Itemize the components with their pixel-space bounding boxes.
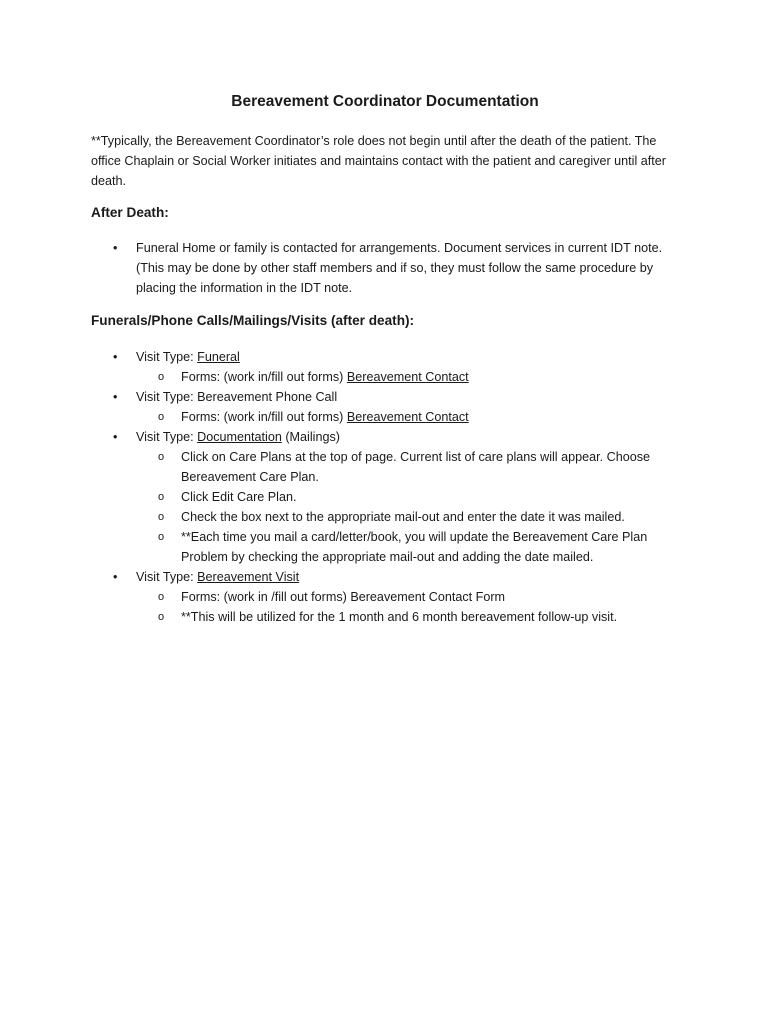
- list-item: [0, 427, 770, 447]
- sub-list-item: [0, 487, 770, 507]
- list-item-text: [136, 427, 340, 447]
- sub-list-item-continuation: [0, 467, 770, 487]
- circle-bullet-icon: o: [158, 531, 165, 543]
- list-item-continuation: [0, 278, 770, 298]
- circle-bullet-icon: o: [158, 451, 165, 463]
- sub-list-item-text: Problem by checking the appropriate mail-out and adding the date mailed.: [181, 550, 594, 564]
- sub-list-item-text: [181, 367, 469, 387]
- after-death-heading: After Death:: [91, 205, 169, 220]
- funeral-link: Funeral: [197, 350, 240, 364]
- intro-paragraph: [91, 131, 691, 191]
- intro-line: office Chaplain or Social Worker initiates and maintains contact with the patient and caregiver until after: [91, 154, 666, 168]
- list-item-text: (This may be done by other staff members and if so, they must follow the same procedure by: [136, 261, 654, 275]
- circle-bullet-icon: o: [158, 411, 165, 423]
- list-item-text: [136, 567, 299, 587]
- sub-list-item-text: Click on Care Plans at the top of page. Current list of care plans will appear. Choose: [181, 450, 651, 464]
- sub-list-item: [0, 507, 770, 527]
- bereavement-contact-link: Bereavement Contact: [346, 370, 469, 384]
- sub-list-item: [0, 367, 770, 387]
- intro-line: **Typically, the Bereavement Coordinator’s role does not begin until after the death of the patient. The: [91, 134, 657, 148]
- list-item: [0, 347, 770, 367]
- funerals-list: [0, 347, 770, 627]
- sub-list-item-text: Bereavement Care Plan.: [181, 470, 319, 484]
- sub-list-item: [0, 447, 770, 467]
- forms-label: Forms: (work in/fill out forms): [181, 410, 347, 424]
- sub-list-item: [0, 407, 770, 427]
- circle-bullet-icon: o: [158, 511, 165, 523]
- bullet-icon: •: [113, 350, 118, 364]
- list-item-text: [136, 347, 240, 367]
- list-item-continuation: [0, 258, 770, 278]
- bereavement-contact-link: Bereavement Contact: [346, 410, 469, 424]
- after-death-list: [0, 238, 770, 298]
- sub-list-item-text: Click Edit Care Plan.: [181, 490, 297, 504]
- funerals-heading: Funerals/Phone Calls/Mailings/Visits (after death):: [91, 313, 415, 328]
- bullet-icon: •: [113, 390, 118, 404]
- circle-bullet-icon: o: [158, 371, 165, 383]
- sub-list-item: [0, 527, 770, 547]
- visit-type-label: Visit Type:: [136, 430, 198, 444]
- bereavement-visit-link: Bereavement Visit: [197, 570, 300, 584]
- forms-label: Forms: (work in/fill out forms): [181, 370, 347, 384]
- list-item-text: Visit Type: Bereavement Phone Call: [136, 390, 338, 404]
- sub-list-item-continuation: [0, 547, 770, 567]
- circle-bullet-icon: o: [158, 491, 165, 503]
- visit-type-label: Visit Type:: [136, 570, 198, 584]
- bullet-icon: •: [113, 570, 118, 584]
- sub-list-item-text: **This will be utilized for the 1 month and 6 month bereavement follow-up visit.: [181, 610, 618, 624]
- list-item: [0, 387, 770, 407]
- list-item: [0, 567, 770, 587]
- documentation-link: Documentation: [197, 430, 282, 444]
- sub-list-item-text: **Each time you mail a card/letter/book, you will update the Bereavement Care Plan: [181, 530, 648, 544]
- list-item-text: placing the information in the IDT note.: [136, 281, 353, 295]
- circle-bullet-icon: o: [158, 611, 165, 623]
- mailings-label: (Mailings): [281, 430, 340, 444]
- circle-bullet-icon: o: [158, 591, 165, 603]
- sub-list-item-text: [181, 407, 469, 427]
- bullet-icon: •: [113, 241, 118, 255]
- intro-line: death.: [91, 174, 127, 188]
- sub-list-item: [0, 607, 770, 627]
- sub-list-item-text: Forms: (work in /fill out forms) Bereavement Contact Form: [181, 590, 506, 604]
- sub-list-item: [0, 587, 770, 607]
- sub-list-item-text: Check the box next to the appropriate mail-out and enter the date it was mailed.: [181, 510, 625, 524]
- page-title: Bereavement Coordinator Documentation: [231, 93, 539, 110]
- list-item: [0, 238, 770, 258]
- list-item-text: Funeral Home or family is contacted for arrangements. Document services in current IDT note.: [136, 241, 663, 255]
- bullet-icon: •: [113, 430, 118, 444]
- visit-type-label: Visit Type:: [136, 350, 198, 364]
